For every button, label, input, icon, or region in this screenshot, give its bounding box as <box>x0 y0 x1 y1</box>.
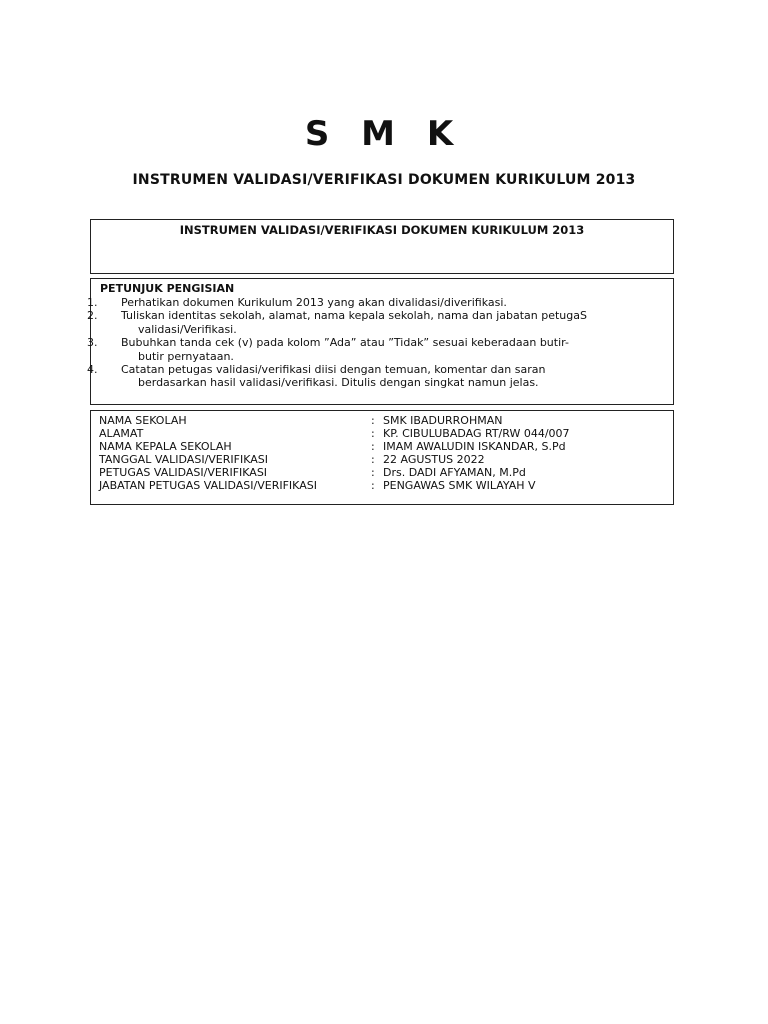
identity-separator: : <box>371 414 375 427</box>
instrument-title-box <box>90 219 674 274</box>
identity-value: KP. CIBULUBADAG RT/RW 044/007 <box>383 427 570 440</box>
identity-row-date <box>91 453 675 466</box>
instruction-number: 4. <box>87 363 98 377</box>
instruction-text: Perhatikan dokumen Kurikulum 2013 yang akan divalidasi/diverifikasi. <box>121 296 507 309</box>
identity-label: ALAMAT <box>99 427 144 440</box>
identity-value: IMAM AWALUDIN ISKANDAR, S.Pd <box>383 440 566 453</box>
identity-value: SMK IBADURROHMAN <box>383 414 503 427</box>
identity-value: Drs. DADI AFYAMAN, M.Pd <box>383 466 526 479</box>
instructions-list <box>87 296 675 390</box>
instruction-text: Bubuhkan tanda cek (v) pada kolom ”Ada” atau ”Tidak” sesuai keberadaan butir- <box>121 336 569 350</box>
identity-label: JABATAN PETUGAS VALIDASI/VERIFIKASI <box>99 479 317 492</box>
identity-value: PENGAWAS SMK WILAYAH V <box>383 479 536 492</box>
identity-label: PETUGAS VALIDASI/VERIFIKASI <box>99 466 268 479</box>
instruction-continuation: validasi/Verifikasi. <box>138 322 237 336</box>
instruction-text: Tuliskan identitas sekolah, alamat, nama kepala sekolah, nama dan jabatan petugaS <box>121 309 587 323</box>
identity-separator: : <box>371 427 375 440</box>
identity-label: TANGGAL VALIDASI/VERIFIKASI <box>99 453 268 466</box>
instrument-box-title: INSTRUMEN VALIDASI/VERIFIKASI DOKUMEN KURIKULUM 2013 <box>179 223 585 237</box>
identity-separator: : <box>371 453 375 466</box>
identity-separator: : <box>371 479 375 492</box>
identity-row-address <box>91 427 675 440</box>
identity-box <box>90 410 674 505</box>
identity-row-school-name <box>91 414 675 427</box>
document-big-title: S M K <box>304 114 464 154</box>
instruction-continuation: butir pernyataan. <box>138 349 234 363</box>
instruction-number: 3. <box>87 336 98 350</box>
instructions-box <box>87 278 674 405</box>
identity-row-officer-position <box>91 479 675 492</box>
instruction-item <box>87 296 675 309</box>
instructions-heading: PETUNJUK PENGISIAN <box>100 282 235 295</box>
identity-separator: : <box>371 440 375 453</box>
identity-separator: : <box>371 466 375 479</box>
instruction-item <box>87 309 675 323</box>
instruction-text: Catatan petugas validasi/verifikasi diisi dengan temuan, komentar dan saran <box>121 363 546 377</box>
instruction-number: 1. <box>87 296 98 309</box>
identity-label: NAMA KEPALA SEKOLAH <box>99 440 232 453</box>
instruction-continuation: berdasarkan hasil validasi/verifikasi. Ditulis dengan singkat namun jelas. <box>138 376 539 390</box>
identity-row-principal <box>91 440 675 453</box>
identity-value: 22 AGUSTUS 2022 <box>383 453 485 466</box>
instruction-item <box>87 336 675 350</box>
instruction-number: 2. <box>87 309 98 323</box>
document-sub-title: INSTRUMEN VALIDASI/VERIFIKASI DOKUMEN KURIKULUM 2013 <box>132 172 636 188</box>
instruction-item <box>87 363 675 377</box>
identity-row-officer <box>91 466 675 479</box>
identity-label: NAMA SEKOLAH <box>99 414 187 427</box>
